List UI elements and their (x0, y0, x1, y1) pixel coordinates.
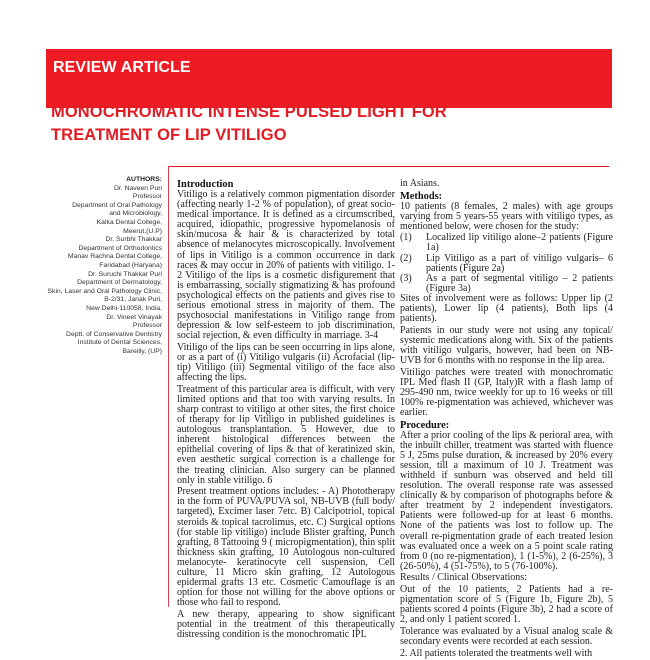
body-column-left (177, 179, 395, 642)
body-paragraph: 2. All patients tolerated the treatments well with (400, 647, 593, 659)
article-title-line-1: MONOCHROMATIC INTENSE PULSED LIGHT FOR (51, 103, 447, 121)
author-line: Professor (132, 193, 162, 201)
article-type-banner (46, 49, 612, 108)
body-paragraph: Patients in our study were not using any topical/ systemic medications along with. Six of the patients with vitiligo vulgaris, however, had been on NB-UVB for 6 months with no response in the lip area. (400, 324, 613, 366)
list-number: (2) (400, 252, 412, 264)
body-paragraph: Vitiligo is a relatively common pigmentation disorder (affecting nearly 1-2 % of population), of great socio-medical importance. It is defined as a circumscribed, acquired, idiopathic, progressive hypomelanosis of skin/mucosa & hair & is characterized by total absence of melanocytes microscopically. Involvement of lips in Vitiligo is a common occurrence in dark races & may occur in 20% of patients with vitiligo. 1-2 Vitiligo of the lips is a cosmetic disfigurement that is embarrassing, socially stigmatizing & has profound psychological effects on the patients and gives rise to serious emotional stress in majority of them. The psychosocial manifestations in Vitiligo range from depression & low self-esteem to job discrimination, social rejection, & even difficulty in marriage. 3-4 (177, 189, 395, 342)
list-text: As a part of segmental vitiligo – 2 patients (Figure 3a) (426, 272, 613, 294)
section-heading-procedure: Procedure: (400, 419, 450, 431)
author-line: Deptt. of Conservative Dentistry (66, 330, 162, 338)
article-title (51, 101, 501, 147)
authors-block (36, 176, 162, 356)
author-line: Institute of Dental Sciences, (77, 339, 162, 347)
author-line: Professor (132, 322, 162, 330)
methods-list-item (400, 254, 613, 274)
body-paragraph-continuation: in Asians. (400, 178, 440, 189)
subheading-results: Results / Clinical Observations: (400, 572, 527, 584)
author-line: Department of Dermatology, (77, 279, 162, 287)
article-type-label: REVIEW ARTICLE (53, 59, 191, 76)
body-paragraph: Out of the 10 patients, 2 Patients had a re-pigmentation score of 5 (Figure 1b, Figure 2b), 5 patients scored 4 points (Figure 3b), 2 had a score of 2, and only 1 patient scored 1. (400, 583, 613, 626)
author-line: Bareilly, (UP) (122, 347, 162, 355)
author-line: Dr. Vineet Vinayak (106, 313, 162, 321)
body-paragraph: After a prior cooling of the lips & perioral area, with the inbuilt chiller, treatment was started with fluence 5 J, 25ms pulse duration, & increased by 20% every session, till a maximum of 10 J. Treatment was withheld if sunburn was observed and held till resolution. The overall response rate was assessed clinically & by comparison of photographs before & after treatment by 2 independent investigators. Patients were followed-up for at least 6 months. None of the patients was lost to follow up. The overall re-pigmentation grade of each treated lesion was evaluated once a week on a 5 point scale rating from 0 (no re-pigmentation), 1 (1-5%), 2 (6-25%), 3 (26-50%), 4 (51-75%), to 5 (76-100%). (400, 429, 613, 572)
list-text: Lip Vitiligo as a part of vitiligo vulgaris– 6 patients (Figure 2a) (426, 252, 613, 274)
body-paragraph: A new therapy, appearing to show significant potential in the treatment of this therapeutically distressing condition is the monochromatic IPL (177, 608, 395, 641)
author-line: Kalka Dental College, (96, 218, 162, 226)
author-line: and Microbiology, (109, 210, 162, 218)
list-text: Localized lip vitiligo alone–2 patients (Figure 1a) (426, 232, 613, 254)
section-heading-methods: Methods: (400, 190, 443, 202)
author-line: Dr. Suruchi Thakkar Puri (88, 270, 162, 278)
authors-heading: AUTHORS: (126, 176, 162, 183)
body-column-right (400, 179, 613, 660)
body-paragraph: 10 patients (8 females, 2 males) with age groups varying from 5 years-55 years with vitiligo types, as mentioned below, were chosen for the study: (400, 200, 613, 232)
author-line: Department of Orthodontics (78, 244, 162, 252)
methods-list-item (400, 274, 613, 294)
list-number: (1) (400, 232, 412, 244)
author-line: Department of Oral Pathology (72, 201, 162, 209)
author-line: Dr. Surbhi Thakkar (105, 236, 162, 244)
body-paragraph: Vitiligo patches were treated with monochromatic IPL Med flash II (GP, Italy)R with a flash lamp of 295-490 nm, twice weekly for up to 16 weeks or till 100% re-pigmentation was achieved, whichever was earlier. (400, 366, 613, 418)
body-paragraph: Sites of involvement were as follows: Upper lip (2 patients), Lower lip (4 patients), Both lips (4 patients). (400, 292, 613, 325)
author-line: Meerut,(U.P) (123, 227, 162, 235)
body-paragraph: Present treatment options includes: - A) Phototherapy in the form of PUVA/PUVA sol, NB-UVB (full body/ targeted), Excimer laser 7etc. B) Calcipotriol, topical steroids & topical tacrolimus, etc. C) Surgical options (for stable lip vitiligo) include Blister grafting, Punch grafting, 8 Tattooing 9 ( micropigmentation), thin split thickness skin grafting, 10 Autologous non-cultured melanocyte- keratinocyte cell suspension, Cell culture, 11 Micro skin grafting, 12 Autologous epidermal grafts 13 etc. Cosmetic Camouflage is an option for those not willing for the above options or those who fail to respond. (177, 486, 395, 609)
body-paragraph: Vitiligo of the lips can be seen occurring in lips alone, or as a part of (i) Vitiligo vulgaris (ii) Acrofacial (lip-tip) Vitiligo (iii) Segmental vitiligo of the face also affecting the lips. (177, 341, 395, 384)
author-line: New Delhi-110058, India. (86, 304, 162, 312)
author-line: Dr. Naveen Puri (114, 184, 162, 192)
methods-list (400, 233, 613, 294)
author-line: B-2/31, Janak Puri, (104, 296, 162, 304)
body-paragraph: Tolerance was evaluated by a Visual analog scale & secondary events were recorded at each session. (400, 625, 613, 647)
author-line: Manav Rachna Dental College, (67, 253, 162, 261)
methods-list-item (400, 233, 613, 253)
article-title-line-2: TREATMENT OF LIP VITILIGO (51, 126, 287, 144)
list-number: (3) (400, 272, 412, 284)
author-line: Faridabad (Haryana) (99, 261, 162, 269)
section-heading-introduction: Introduction (177, 179, 234, 190)
body-paragraph: Treatment of this particular area is difficult, with very limited options and that too with varying results. In sharp contrast to vitiligo at other sites, the first choice of therapy for lip Vitiligo in published guidelines is autologous transplantation. 5 However, due to inherent histological differences between the epithelial covering of lips & that of keratinized skin, even aesthetic surgical correction is a challenge for the treating clinician. Also surgery can be planned only in stable vitiligo. 6 (177, 383, 395, 486)
author-line: Skin, Laser and Oral Pathology Clinic, (47, 287, 162, 295)
